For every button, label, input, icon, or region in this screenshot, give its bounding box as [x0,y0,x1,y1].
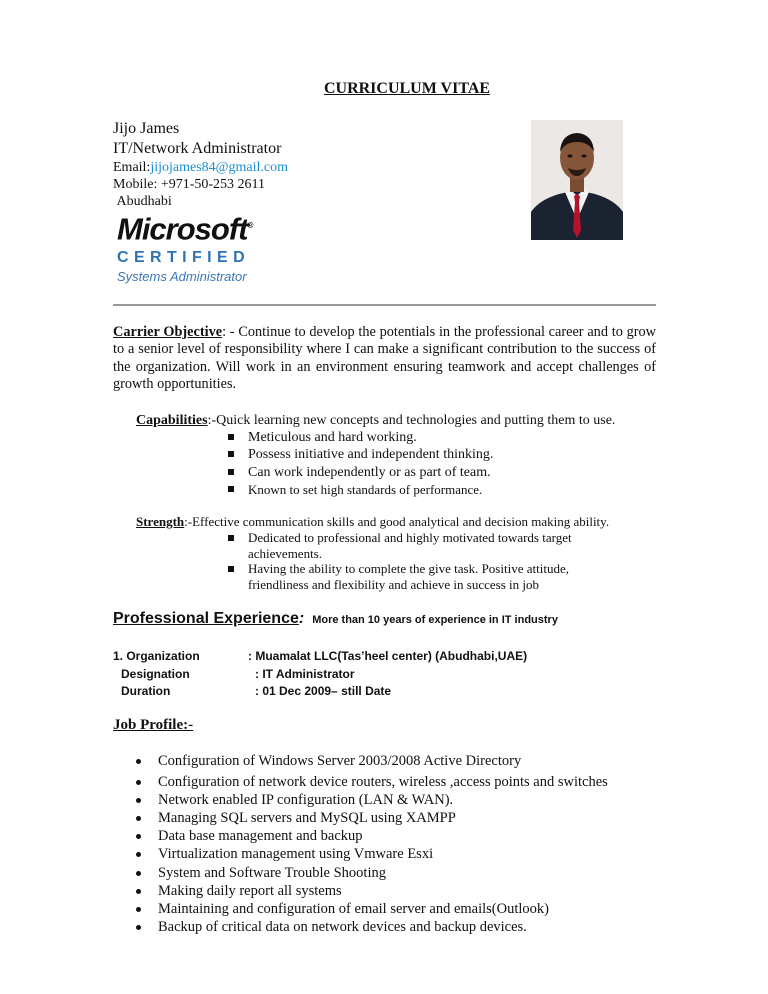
objective-text: : - Continue to develop the potentials in the professional career and to grow to a senior level of responsibility where I can make a significant contribution to the success of the organization. Will work in an environment ensuring teamwork and accept challenges of growth opportunities. [113,324,656,393]
email-link[interactable]: jijojames84@gmail.com [150,160,289,175]
list-item: Dedicated to professional and highly motivated towards target achievements. [228,530,608,561]
strength-list [228,530,608,592]
cert-level: CERTIFIED [117,249,251,267]
organization-value: : Muamalat LLC(Tas’heel center) (Abudhabi,UAE) [248,649,528,663]
location-line: Abudhabi [116,194,172,209]
header-divider [113,304,656,306]
list-item: Meticulous and hard working. [228,429,628,446]
duration-label: Duration [121,684,171,698]
experience-summary: More than 10 years of experience in IT industry [312,614,558,626]
candidate-name: Jijo James [113,120,180,137]
experience-heading-colon: : [298,610,305,627]
list-item: Managing SQL servers and MySQL using XAMPP [134,809,694,827]
list-item: Configuration of network device routers, wireless ,access points and switches [134,773,694,791]
list-item: System and Software Trouble Shooting [134,864,694,882]
designation-label: Designation [121,666,190,681]
experience-heading: Professional Experience [113,610,299,627]
capabilities-lead: :-Quick learning new concepts and technologies and putting them to use. [207,413,616,428]
job-profile-heading: Job Profile:- [113,717,194,733]
person-photo-icon [531,120,623,240]
strength-label: Strength [136,514,185,529]
microsoft-certified-logo [117,210,267,288]
strength-lead: :-Effective communication skills and good analytical and decision making ability. [184,514,610,529]
contact-block [113,119,473,210]
list-item: Backup of critical data on network devices and backup devices. [134,918,694,936]
email-line [113,159,473,176]
list-item: Maintaining and configuration of email server and emails(Outlook) [134,900,694,918]
candidate-role: IT/Network Administrator [113,140,282,157]
list-item: Data base management and backup [134,827,694,845]
designation-value: : IT Administrator [255,666,355,681]
list-item: Known to set high standards of performance. [228,481,628,498]
objective-paragraph [113,324,656,394]
email-label: Email: [113,160,151,175]
list-item: Making daily report all systems [134,882,694,900]
cert-brand: Microsoft® [117,211,253,247]
organization-label: 1. Organization [113,649,200,663]
list-item: Virtualization management using Vmware Esxi [134,845,694,863]
capabilities-list [228,429,628,499]
list-item: Can work independently or as part of team. [228,464,628,481]
list-item: Configuration of Windows Server 2003/2008 Active Directory [134,752,694,770]
list-item: Possess initiative and independent thinking. [228,446,628,463]
list-item: Network enabled IP configuration (LAN & WAN). [134,791,694,809]
duration-row [113,683,673,701]
document-title: CURRICULUM VITAE [323,80,491,97]
duration-value: : 01 Dec 2009– still Date [255,684,392,698]
job-profile-list [134,752,694,936]
organization-block [113,648,673,701]
mobile-line: Mobile: +971-50-253 2611 [113,177,266,192]
list-item: Having the ability to complete the give task. Positive attitude, friendliness and flexibility and achieve in success in job [228,561,608,592]
organization-row [113,648,673,666]
cert-track: Systems Administrator [117,269,247,285]
strength-line [136,514,676,530]
profile-photo [531,120,623,240]
objective-label: Carrier Objective [113,324,223,340]
designation-row [113,666,673,684]
capabilities-label: Capabilities [136,413,208,428]
capabilities-line [136,412,676,429]
experience-heading-line [113,610,673,628]
